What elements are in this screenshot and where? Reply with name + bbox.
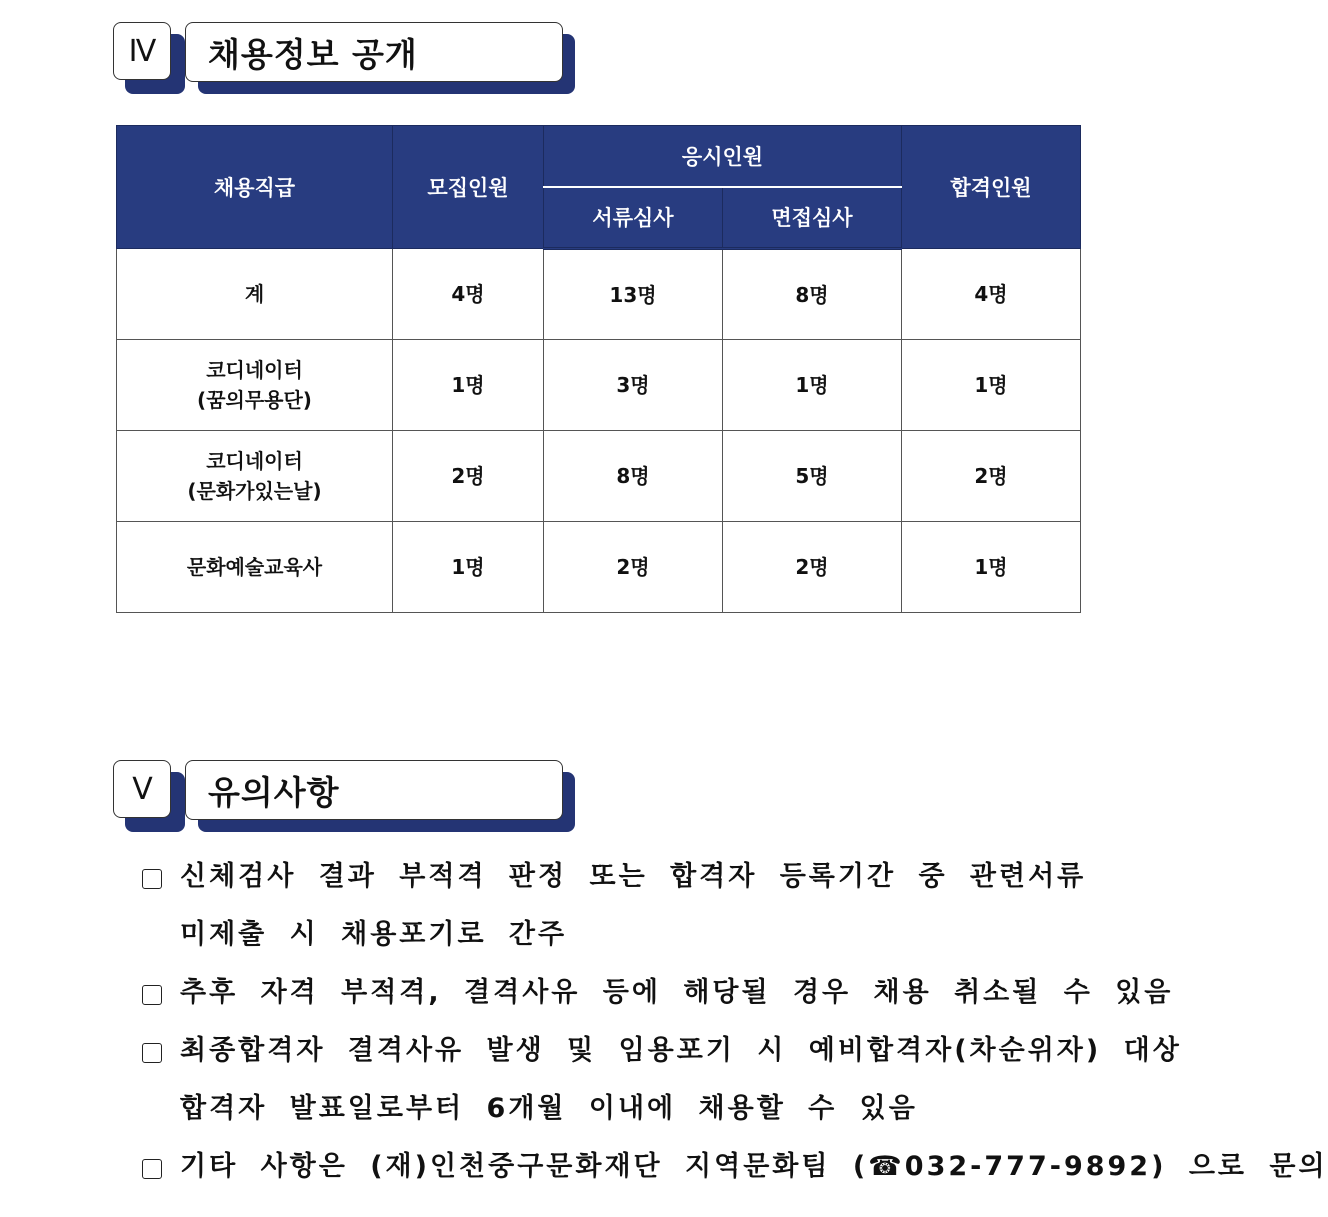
cell-passed: 4명 [902,249,1081,340]
checkbox-icon [142,869,162,889]
row-name: 계 [117,249,393,340]
checkbox-icon [142,1043,162,1063]
table-row [117,431,1081,522]
cell-passed: 2명 [902,431,1081,522]
table-header-row [117,126,1081,187]
row-name: 코디네이터 (문화가있는날) [117,431,393,522]
note-line: 추후 자격 부적격, 결격사유 등에 해당될 경우 채용 취소될 수 있음 [180,977,1174,1008]
checkbox-icon [142,1159,162,1179]
header-interview: 면접심사 [723,187,902,249]
note-line: 신체검사 결과 부적격 판정 또는 합격자 등록기간 중 관련서류 [180,861,1087,892]
cell-document: 2명 [544,522,723,613]
row-name: 문화예술교육사 [117,522,393,613]
header-recruit: 모집인원 [393,126,544,249]
list-item [142,848,1087,964]
section-4-header [113,22,583,97]
note-line: 미제출 시 채용포기로 간주 [180,919,568,950]
section-title: 채용정보 공개 [185,22,563,82]
header-passed: 합격인원 [902,126,1081,249]
section-5-header [113,760,583,835]
cell-interview: 2명 [723,522,902,613]
note-line: 합격자 발표일로부터 6개월 이내에 채용할 수 있음 [180,1093,918,1124]
cell-document: 3명 [544,340,723,431]
cell-interview: 8명 [723,249,902,340]
cell-document: 13명 [544,249,723,340]
cell-interview: 1명 [723,340,902,431]
section-title: 유의사항 [185,760,563,820]
list-item [142,1022,1182,1138]
header-document: 서류심사 [544,187,723,249]
header-applicants: 응시인원 [544,126,902,187]
table-row [117,249,1081,340]
cell-document: 8명 [544,431,723,522]
cell-recruit: 1명 [393,340,544,431]
cell-recruit: 4명 [393,249,544,340]
notes-list [142,848,1328,1196]
note-line: 최종합격자 결격사유 발생 및 임용포기 시 예비합격자(차순위자) 대상 [180,1035,1182,1066]
cell-passed: 1명 [902,340,1081,431]
table-row [117,340,1081,431]
cell-interview: 5명 [723,431,902,522]
cell-recruit: 2명 [393,431,544,522]
recruitment-table [116,125,1081,613]
list-item [142,964,1174,1022]
note-line: 기타 사항은 (재)인천중구문화재단 지역문화팀 (☎032-777-9892) 으로 문의 [180,1151,1328,1182]
section-number: Ⅴ [113,760,171,818]
cell-recruit: 1명 [393,522,544,613]
list-item [142,1138,1328,1196]
row-name: 코디네이터 (꿈의무용단) [117,340,393,431]
checkbox-icon [142,985,162,1005]
header-position: 채용직급 [117,126,393,249]
table-row [117,522,1081,613]
section-number: Ⅳ [113,22,171,80]
cell-passed: 1명 [902,522,1081,613]
